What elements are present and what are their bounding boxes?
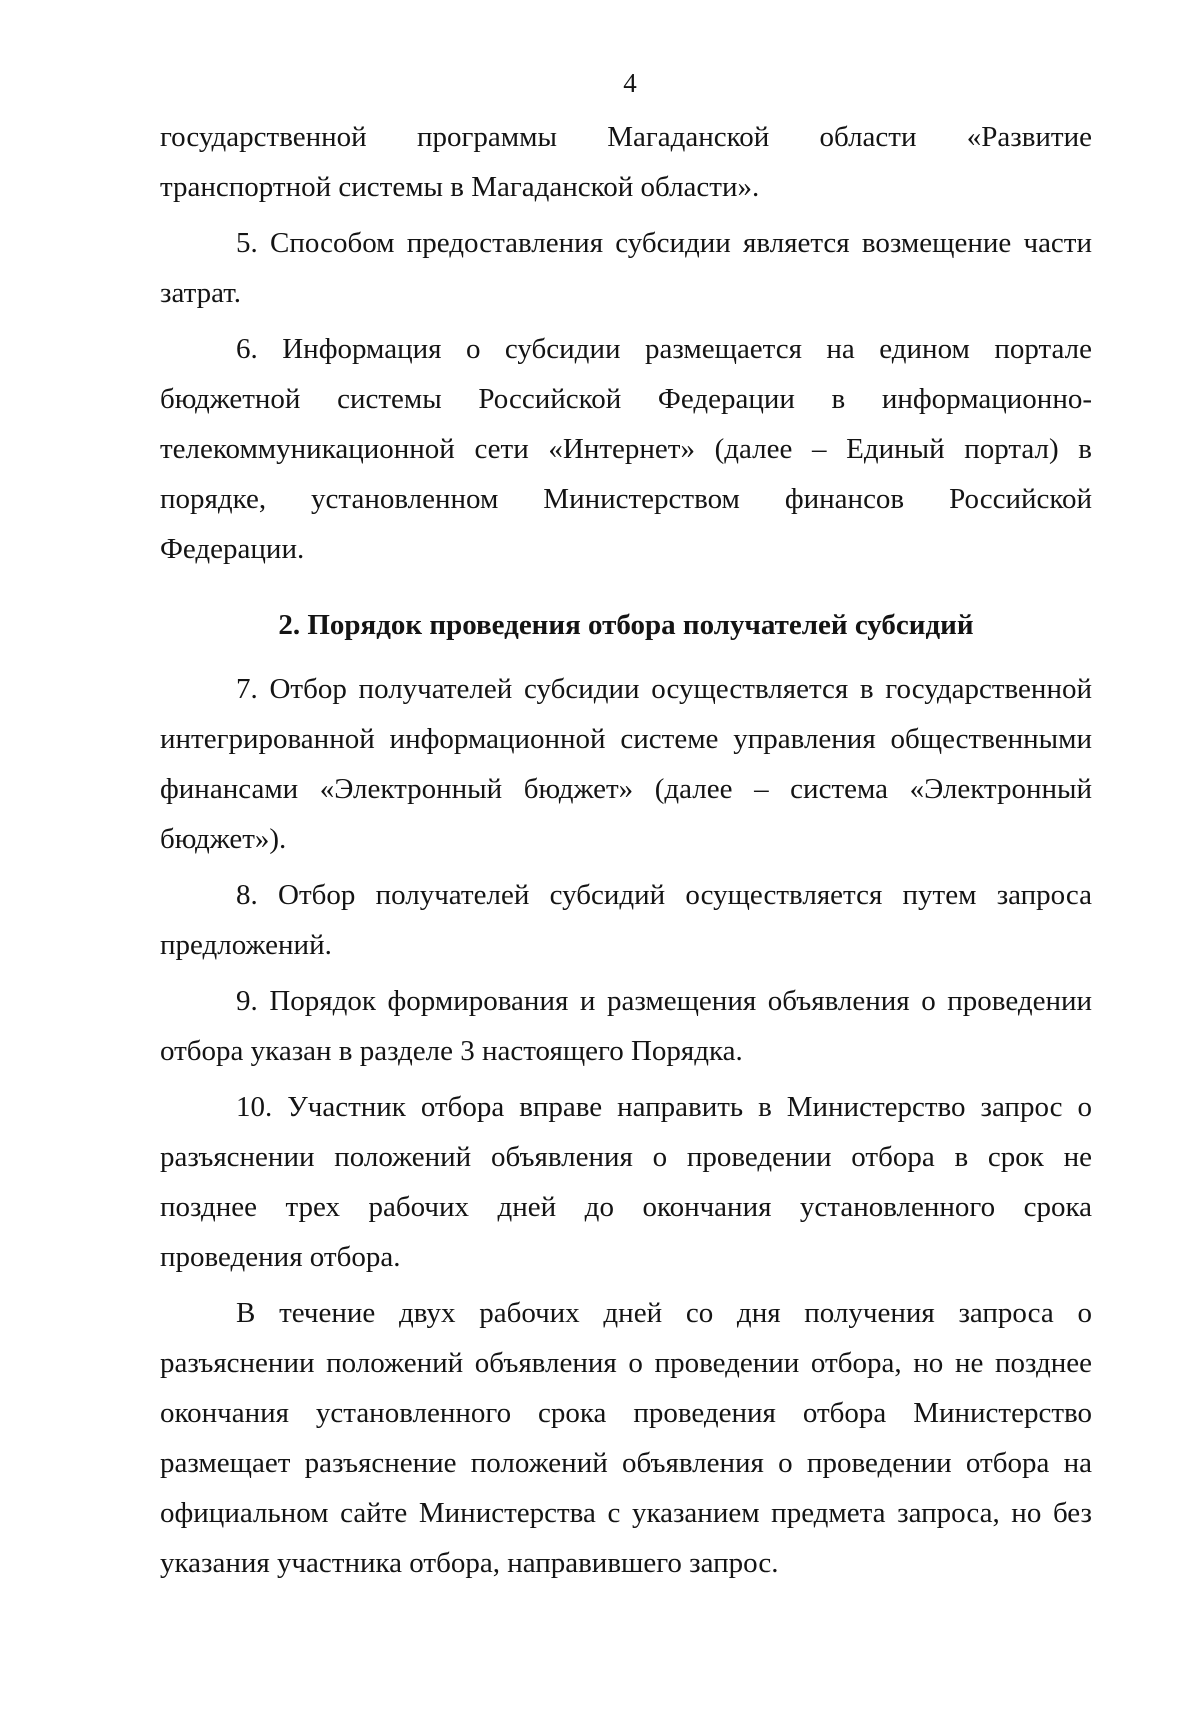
paragraph-10: 10. Участник отбора вправе направить в Министерство запрос о разъяснении положений объявления о проведении отбора в срок не позднее трех рабочих дней до окончания установленного срока проведения отбора. — [160, 1091, 1092, 1273]
paragraph-8: 8. Отбор получателей субсидий осуществляется путем запроса предложений. — [160, 879, 1092, 961]
document-body — [160, 112, 1092, 1588]
paragraph-7: 7. Отбор получателей субсидии осуществляется в государственной интегрированной информационной системе управления общественными финансами «Электронный бюджет» (далее – система «Электронный бюджет»). — [160, 673, 1092, 855]
paragraph-10-continued: В течение двух рабочих дней со дня получения запроса о разъяснении положений объявления о проведении отбора, но не позднее окончания установленного срока проведения отбора Министерство размещает разъяснение положений объявления о проведении отбора на официальном сайте Министерства с указанием предмета запроса, но без указания участника отбора, направившего запрос. — [160, 1297, 1092, 1579]
paragraph-6: 6. Информация о субсидии размещается на едином портале бюджетной системы Российской Федерации в информационно-телекоммуникационной сети «Интернет» (далее – Единый портал) в порядке, установленном Министерством финансов Российской Федерации. — [160, 333, 1092, 565]
section-heading: 2. Порядок проведения отбора получателей субсидий — [278, 609, 974, 641]
paragraph-continuation: государственной программы Магаданской области «Развитие транспортной системы в Магаданской области». — [160, 121, 1092, 203]
page-number: 4 — [623, 68, 637, 98]
paragraph-9: 9. Порядок формирования и размещения объявления о проведении отбора указан в разделе 3 настоящего Порядка. — [160, 985, 1092, 1067]
paragraph-5: 5. Способом предоставления субсидии является возмещение части затрат. — [160, 227, 1092, 309]
